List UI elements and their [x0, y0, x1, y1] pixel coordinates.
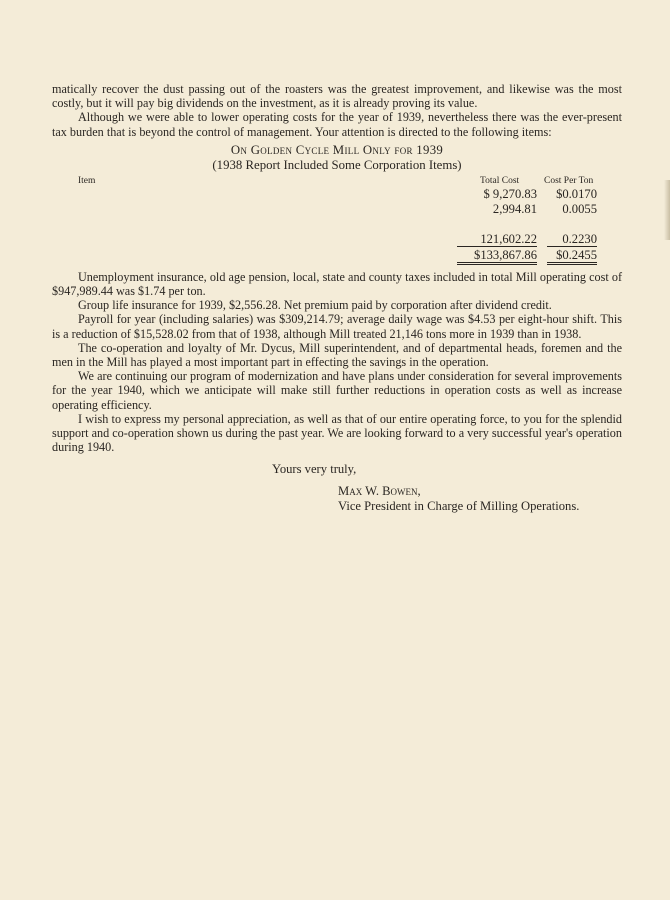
- paragraph-taxes-summary: Unemployment insurance, old age pension, local, state and county taxes included in total Mill operating cost of $947,989.44 was $1.74 per ton.: [52, 269, 622, 299]
- table-title-text: On Golden Cycle Mill Only for 1939: [230, 142, 444, 157]
- paragraph-appreciation: I wish to express my personal appreciation, as well as that of our entire operating force, to you for the splendid support and co-operation shown us during the past year. We are looking forward to a very successful year's operation during 1940.: [52, 411, 622, 455]
- table-total-row: [52, 249, 622, 264]
- letter-page: [52, 82, 622, 514]
- signer-name: Max W. Bowen,: [338, 484, 421, 499]
- closing: Yours very truly,: [272, 462, 357, 477]
- col-per-ton-header: Cost Per Ton: [544, 175, 594, 186]
- signature-block: [338, 484, 622, 499]
- total-cost-per-ton: $0.2455: [547, 249, 597, 265]
- signer-title: Vice President in Charge of Milling Operations.: [338, 499, 580, 514]
- paragraph-payroll: Payroll for year (including salaries) was $309,214.79; average daily wage was $4.53 per eight-hour shift. This is a reduction of $15,528.02 from that of 1938, although Mill treated 21,146 tons more in 1939 than in 1938.: [52, 312, 622, 341]
- total-cost: $133,867.86: [457, 249, 537, 265]
- row-total-cost: 121,602.22: [457, 232, 537, 247]
- closing-block: [272, 462, 622, 477]
- row-total-cost: 2,994.81: [492, 201, 537, 216]
- table-row: [52, 217, 622, 232]
- signer-title-block: [338, 499, 622, 514]
- table-row: [52, 202, 622, 217]
- col-total-header: Total Cost: [480, 175, 520, 186]
- row-total-cost: $ 9,270.83: [483, 186, 537, 201]
- paragraph-modernization: We are continuing our program of modernization and have plans under consideration for several improvements for the year 1940, which we anticipate will make still further reductions in operation costs as well as increase operating efficiency.: [52, 369, 622, 412]
- table-header: [52, 174, 622, 187]
- paragraph-cooperation: The co-operation and loyalty of Mr. Dycus, Mill superintendent, and of departmental heads, foremen and the men in the Mill has played a most important part in effecting the savings in the operation.: [52, 340, 622, 370]
- paragraph-continued: matically recover the dust passing out of the roasters was the greatest improvement, and likewise was the most costly, but it will pay big dividends on the investment, as it is already proving its value.: [52, 82, 622, 111]
- col-item-header: Item: [78, 175, 96, 186]
- table-title: [52, 143, 622, 158]
- row-cost-per-ton: 0.2230: [547, 232, 597, 247]
- table-row-continued: [52, 232, 622, 247]
- page-edge-shadow: [664, 180, 670, 240]
- row-cost-per-ton: 0.0055: [562, 201, 597, 216]
- table-row: [52, 187, 622, 202]
- paragraph-group-insurance: Group life insurance for 1939, $2,556.28. Net premium paid by corporation after dividend credit.: [78, 298, 552, 313]
- row-cost-per-ton: $0.0170: [556, 186, 597, 201]
- table-subtitle: (1938 Report Included Some Corporation Items): [212, 157, 462, 172]
- paragraph-tax-burden: Although we were able to lower operating costs for the year of 1939, nevertheless there was the ever-present tax burden that is beyond the control of management. Your attention is directed to the following items:: [52, 110, 622, 139]
